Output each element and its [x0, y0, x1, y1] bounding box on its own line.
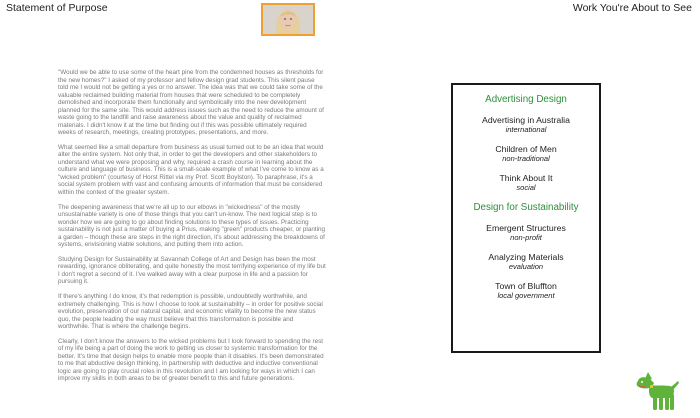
work-item-category: non-traditional	[502, 154, 550, 163]
work-heading: Work You're About to See	[572, 2, 692, 14]
work-item-title: Think About It	[499, 173, 553, 183]
green-dog-icon	[630, 369, 680, 413]
work-item-category: international	[505, 125, 547, 134]
work-item[interactable]	[453, 115, 599, 134]
statement-body	[58, 69, 326, 390]
work-list-panel	[451, 83, 601, 353]
dog-logo	[630, 369, 680, 413]
work-item-title: Emergent Structures	[486, 223, 566, 233]
portrait-icon	[263, 5, 313, 34]
work-item-category: non-profit	[510, 233, 542, 242]
work-item-title: Advertising in Australia	[482, 115, 570, 125]
statement-paragraph: Clearly, I don't know the answers to the wicked problems but I look forward to spending the rest of my life being a part of doing the work to getting us closer to systemic transformation for the better. It's time that design helps to enable more people than it disables. It's been demonstrated to me that abductive design thinking, in partnership with deductive and inductive conventional logic are going to play crucial roles in this revolution and I am looking for ways in which I can improve my skills in both areas to be of greater benefit to this and future generations.	[58, 337, 324, 383]
work-item-category: evaluation	[508, 262, 544, 271]
work-item[interactable]	[453, 281, 599, 300]
statement-heading: Statement of Purpose	[6, 2, 108, 14]
work-item-category: local government	[497, 291, 555, 300]
work-item[interactable]	[453, 252, 599, 271]
section-title-sustainability: Design for Sustainability	[473, 202, 579, 213]
statement-paragraph: The deepening awareness that we're all up to our elbows in "wickedness" of the mostly unsustainable variety is one of those things that you can't un-know. The next logical step is to wonder how we are going to go about finding solutions to these types of issues. Practicing sustainability is not just a matter of buying a Prius, making "green" products cheaper, or planting a garden – though these are steps in the right direction, it's about addressing the breakdowns of systems, envisioning viable solutions, and putting them into action.	[58, 203, 325, 249]
work-item-title: Analyzing Materials	[488, 252, 564, 262]
work-item-title: Children of Men	[495, 144, 557, 154]
work-item-category: social	[516, 183, 536, 192]
section-title-advertising: Advertising Design	[485, 94, 567, 105]
work-item[interactable]	[453, 223, 599, 242]
statement-paragraph: Studying Design for Sustainability at Savannah College of Art and Design has been the most rewarding, ignorance obliterating, and quite honestly the most terrifying experience of my life but I don't regret a second of it. I've walked away with a clear purpose in life and a passion for pursuing it.	[58, 255, 326, 286]
portrait-photo	[261, 3, 315, 36]
statement-paragraph: If there's anything I do know, it's that redemption is possible, undoubtedly worthwhile, and extremely challenging. This is how I choose to look at sustainability – in order for positive social evolution, preservation of our natural capital, and economic vitality to become the new status quo, the people leading the way must believe that this transformation is possible and worthwhile. That is where the challenge begins.	[58, 293, 323, 331]
statement-paragraph: What seemed like a small departure from business as usual turned out to be an idea that would alter the entire system. Not only that, in order to get the developers and other stakeholders to understand what we were proposing and why, required a crash course in learning about the culture and language of business. This is a small-scale example of what I've come to know as a "wicked problem" (courtesy of Horst Rittel via my Prof. Scott Boylston). To paraphrase, it's a social system problem with vast and confusing amounts of information that must be considered within the context of the greater system.	[58, 143, 324, 196]
work-item[interactable]	[453, 173, 599, 192]
work-item-title: Town of Bluffton	[495, 281, 557, 291]
work-item[interactable]	[453, 144, 599, 163]
statement-paragraph: "Would we be able to use some of the heart pine from the condemned houses as thresholds for the new homes?" I asked of my professor and fellow design grad students. This silent pause told me I would not be getting a yes or no answer. The idea was that we could take some of the valuable reclaimed building material from houses that were scheduled to be completely demolished and incorporate them functionally and symbolically into the new development planned for the same site. This would address issues such as the need to reduce the amount of waste going to the landfill and raise awareness about the value and quality of reclaimed materials. I didn't know it at the time but finding out if this was possible ultimately required weeks of research, meetings, creating prototypes, presentations, and more.	[58, 69, 324, 136]
